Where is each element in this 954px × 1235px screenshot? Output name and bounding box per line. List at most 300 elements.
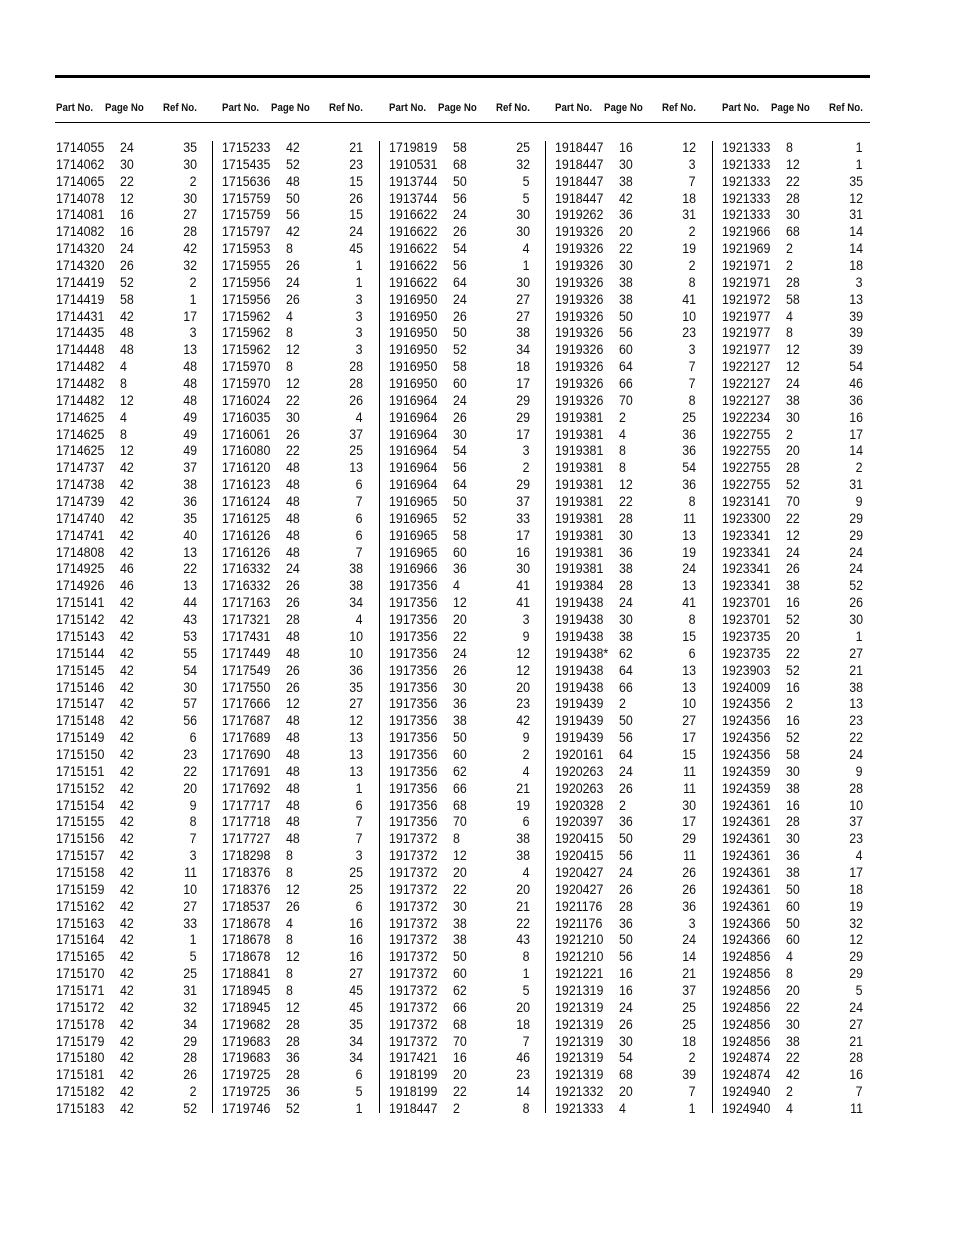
header-ref-no: Ref No.: [329, 102, 363, 114]
table-row: [722, 595, 887, 612]
part-number: 1913744: [389, 173, 438, 189]
part-number: 1714082: [56, 224, 105, 240]
page-number: 26: [286, 662, 300, 678]
part-number: 1922127: [722, 376, 771, 392]
table-row: [389, 224, 554, 241]
page-number: 42: [120, 763, 134, 779]
page-number: 26: [286, 595, 300, 611]
table-row: [722, 376, 887, 393]
part-number: 1919439: [555, 696, 604, 712]
page-number: 58: [786, 746, 800, 762]
page-number: 2: [786, 241, 793, 257]
ref-number: 13: [183, 342, 197, 358]
part-number: 1917356: [389, 696, 438, 712]
ref-number: 11: [683, 848, 696, 864]
ref-number: 3: [190, 848, 197, 864]
table-row: [222, 191, 387, 208]
part-number: 1919326: [555, 325, 604, 341]
ref-number: 8: [689, 392, 696, 408]
part-number: 1719683: [222, 1050, 271, 1066]
table-row: [222, 646, 387, 663]
part-number: 1921969: [722, 241, 771, 257]
page-number: 42: [120, 477, 134, 493]
page-number: 42: [120, 848, 134, 864]
ref-number: 23: [516, 1067, 530, 1083]
part-number: 1715183: [56, 1100, 105, 1116]
page-number: 50: [619, 831, 633, 847]
ref-number: 7: [356, 544, 363, 560]
table-row: [222, 275, 387, 292]
page-number: 26: [453, 662, 467, 678]
part-number: 1718376: [222, 864, 271, 880]
ref-number: 2: [689, 258, 696, 274]
part-number: 1718678: [222, 932, 271, 948]
table-row: [56, 899, 221, 916]
ref-number: 45: [349, 241, 363, 257]
ref-number: 29: [516, 409, 530, 425]
ref-number: 8: [689, 612, 696, 628]
part-number: 1919384: [555, 578, 604, 594]
ref-number: 56: [183, 713, 197, 729]
page-number: 48: [120, 325, 134, 341]
part-number: 1923701: [722, 612, 771, 628]
part-number: 1924856: [722, 966, 771, 982]
table-row: [555, 494, 720, 511]
page-number: 48: [286, 780, 300, 796]
ref-number: 13: [849, 291, 863, 307]
part-number: 1716332: [222, 561, 271, 577]
table-row: [722, 545, 887, 562]
ref-number: 13: [183, 578, 197, 594]
ref-number: 6: [190, 730, 197, 746]
table-row: [722, 831, 887, 848]
table-row: [555, 781, 720, 798]
page-number: 20: [453, 612, 467, 628]
table-row: [222, 680, 387, 697]
part-number: 1924359: [722, 780, 771, 796]
part-number: 1715164: [56, 932, 105, 948]
ref-number: 27: [349, 696, 363, 712]
page-number: 48: [286, 460, 300, 476]
ref-number: 22: [516, 915, 530, 931]
table-row: [56, 241, 221, 258]
table-row: [389, 713, 554, 730]
table-row: [722, 494, 887, 511]
table-row: [389, 494, 554, 511]
ref-number: 11: [683, 780, 696, 796]
part-number: 1923735: [722, 628, 771, 644]
part-number: 1719683: [222, 1033, 271, 1049]
table-row: [722, 578, 887, 595]
part-number: 1714740: [56, 510, 105, 526]
page-number: 2: [619, 696, 626, 712]
page-number: 26: [453, 224, 467, 240]
table-row: [56, 207, 221, 224]
part-number: 1717727: [222, 831, 271, 847]
page-number: 28: [786, 190, 800, 206]
ref-number: 35: [183, 510, 197, 526]
ref-number: 24: [849, 999, 863, 1015]
ref-number: 21: [516, 780, 530, 796]
table-row: [722, 561, 887, 578]
page-number: 24: [453, 645, 467, 661]
page-number: 64: [619, 359, 633, 375]
ref-number: 3: [356, 325, 363, 341]
table-row: [555, 140, 720, 157]
page-number: 4: [286, 915, 293, 931]
table-row: [389, 325, 554, 342]
page-number: 30: [786, 207, 800, 223]
page-number: 8: [286, 848, 293, 864]
ref-number: 22: [183, 561, 197, 577]
ref-number: 2: [523, 746, 530, 762]
ref-number: 13: [682, 679, 696, 695]
table-row: [722, 1050, 887, 1067]
table-row: [222, 916, 387, 933]
part-number: 1917356: [389, 628, 438, 644]
page-number: 42: [120, 898, 134, 914]
ref-number: 9: [856, 494, 863, 510]
ref-number: 3: [856, 274, 863, 290]
page-number: 26: [286, 898, 300, 914]
table-row: [722, 460, 887, 477]
page-number: 58: [786, 291, 800, 307]
table-row: [56, 427, 221, 444]
page-number: 30: [619, 258, 633, 274]
part-number: 1922755: [722, 426, 771, 442]
part-number: 1917356: [389, 612, 438, 628]
ref-number: 36: [349, 662, 363, 678]
column-divider: [379, 141, 380, 1113]
part-number: 1917356: [389, 713, 438, 729]
page-number: 42: [120, 308, 134, 324]
table-row: [555, 174, 720, 191]
ref-number: 31: [849, 207, 863, 223]
ref-number: 19: [849, 898, 863, 914]
table-row: [555, 157, 720, 174]
ref-number: 5: [190, 949, 197, 965]
ref-number: 1: [356, 1100, 363, 1116]
ref-number: 3: [190, 325, 197, 341]
ref-number: 34: [183, 1016, 197, 1032]
part-number: 1919381: [555, 527, 604, 543]
ref-number: 30: [516, 207, 530, 223]
page-number: 36: [619, 814, 633, 830]
part-number: 1924874: [722, 1050, 771, 1066]
part-number: 1919326: [555, 224, 604, 240]
page-number: 42: [120, 460, 134, 476]
part-number: 1919326: [555, 274, 604, 290]
table-row: [722, 663, 887, 680]
table-row: [722, 511, 887, 528]
part-number: 1922755: [722, 460, 771, 476]
part-number: 1715953: [222, 241, 271, 257]
ref-number: 29: [183, 1033, 197, 1049]
table-row: [56, 747, 221, 764]
part-number: 1717550: [222, 679, 271, 695]
part-number: 1716126: [222, 527, 271, 543]
ref-number: 6: [356, 510, 363, 526]
page-number: 50: [453, 494, 467, 510]
table-row: [389, 241, 554, 258]
table-row: [56, 342, 221, 359]
page-number: 52: [120, 274, 134, 290]
part-number: 1920427: [555, 864, 604, 880]
ref-number: 27: [183, 207, 197, 223]
part-number: 1919381: [555, 426, 604, 442]
ref-number: 26: [849, 595, 863, 611]
page-number: 36: [619, 207, 633, 223]
part-number: 1916964: [389, 477, 438, 493]
part-number: 1924356: [722, 730, 771, 746]
table-row: [555, 258, 720, 275]
ref-number: 36: [183, 494, 197, 510]
ref-number: 7: [190, 831, 197, 847]
part-number: 1715759: [222, 190, 271, 206]
page-number: 48: [286, 510, 300, 526]
page-number: 50: [453, 730, 467, 746]
page-number: 60: [453, 376, 467, 392]
ref-number: 27: [183, 898, 197, 914]
part-number: 1715962: [222, 325, 271, 341]
page-number: 22: [120, 173, 134, 189]
table-row: [56, 494, 221, 511]
page-number: 62: [453, 982, 467, 998]
part-number: 1719819: [389, 140, 438, 155]
ref-number: 8: [523, 949, 530, 965]
table-row: [722, 342, 887, 359]
part-number: 1714062: [56, 156, 105, 172]
page-number: 36: [786, 848, 800, 864]
ref-number: 49: [183, 426, 197, 442]
part-number: 1917372: [389, 966, 438, 982]
part-number: 1918447: [555, 140, 604, 155]
table-row: [56, 1034, 221, 1051]
ref-number: 7: [356, 814, 363, 830]
page-number: 30: [619, 156, 633, 172]
ref-number: 8: [190, 814, 197, 830]
ref-number: 17: [682, 730, 696, 746]
table-row: [389, 342, 554, 359]
ref-number: 37: [849, 814, 863, 830]
table-row: [389, 410, 554, 427]
ref-number: 30: [516, 274, 530, 290]
ref-number: 16: [349, 915, 363, 931]
part-number: 1715233: [222, 140, 271, 155]
ref-number: 6: [356, 898, 363, 914]
ref-number: 3: [689, 156, 696, 172]
part-number: 1916964: [389, 392, 438, 408]
table-row: [722, 1084, 887, 1101]
ref-number: 2: [190, 173, 197, 189]
page-number: 24: [786, 544, 800, 560]
table-row: [56, 646, 221, 663]
top-rule: [55, 75, 870, 78]
table-row: [555, 713, 720, 730]
page-number: 20: [453, 864, 467, 880]
page-number: 42: [120, 510, 134, 526]
ref-number: 1: [356, 258, 363, 274]
ref-number: 17: [849, 864, 863, 880]
table-row: [555, 292, 720, 309]
ref-number: 15: [682, 628, 696, 644]
column-divider: [545, 141, 546, 1113]
table-row: [722, 612, 887, 629]
page-number: 52: [786, 730, 800, 746]
part-number: 1716332: [222, 578, 271, 594]
table-row: [555, 1067, 720, 1084]
part-number: 1921333: [722, 156, 771, 172]
ref-number: 52: [183, 1100, 197, 1116]
page-number: 68: [786, 224, 800, 240]
ref-number: 41: [682, 291, 696, 307]
table-row: [722, 191, 887, 208]
page-number: 42: [120, 831, 134, 847]
part-number: 1919438: [555, 628, 604, 644]
table-row: [222, 477, 387, 494]
table-row: [222, 781, 387, 798]
page-number: 36: [286, 1050, 300, 1066]
page-number: 50: [619, 308, 633, 324]
table-row: [222, 460, 387, 477]
page-number: 24: [619, 595, 633, 611]
part-number: 1716125: [222, 510, 271, 526]
part-number: 1715956: [222, 274, 271, 290]
page-number: 38: [786, 578, 800, 594]
table-row: [56, 1050, 221, 1067]
table-row: [222, 882, 387, 899]
page-number: 22: [453, 1084, 467, 1100]
part-number: 1715148: [56, 713, 105, 729]
table-row: [722, 696, 887, 713]
table-row: [222, 578, 387, 595]
table-row: [555, 663, 720, 680]
ref-number: 39: [849, 342, 863, 358]
page-number: 24: [120, 241, 134, 257]
page-number: 28: [786, 814, 800, 830]
ref-number: 7: [523, 1033, 530, 1049]
page-number: 42: [120, 915, 134, 931]
page-number: 42: [120, 949, 134, 965]
page-number: 56: [619, 949, 633, 965]
table-row: [389, 376, 554, 393]
ref-number: 1: [356, 274, 363, 290]
ref-number: 28: [849, 1050, 863, 1066]
page-number: 62: [619, 645, 633, 661]
table-row: [222, 309, 387, 326]
ref-number: 30: [183, 190, 197, 206]
page-number: 38: [619, 628, 633, 644]
page-number: 26: [619, 1016, 633, 1032]
part-number: 1916965: [389, 510, 438, 526]
page-number: 42: [120, 746, 134, 762]
page-number: 42: [120, 713, 134, 729]
ref-number: 4: [523, 763, 530, 779]
table-row: [389, 528, 554, 545]
ref-number: 36: [682, 477, 696, 493]
table-row: [389, 663, 554, 680]
part-number: 1924361: [722, 797, 771, 813]
part-number: 1918447: [555, 156, 604, 172]
page-number: 22: [453, 628, 467, 644]
table-row: [389, 427, 554, 444]
part-number: 1920263: [555, 780, 604, 796]
ref-number: 29: [516, 392, 530, 408]
table-row: [389, 207, 554, 224]
ref-number: 4: [856, 848, 863, 864]
part-number: 1715178: [56, 1016, 105, 1032]
part-number: 1916965: [389, 494, 438, 510]
ref-number: 1: [190, 932, 197, 948]
ref-number: 31: [682, 207, 696, 223]
table-row: [56, 258, 221, 275]
table-row: [389, 916, 554, 933]
ref-number: 46: [849, 376, 863, 392]
page-number: 4: [453, 578, 460, 594]
page-number: 64: [619, 746, 633, 762]
page-number: 54: [453, 241, 467, 257]
part-number: 1719725: [222, 1084, 271, 1100]
page-number: 4: [786, 1100, 793, 1116]
table-row: [722, 629, 887, 646]
table-row: [389, 511, 554, 528]
part-number: 1918447: [555, 190, 604, 206]
ref-number: 5: [523, 173, 530, 189]
part-number: 1919381: [555, 544, 604, 560]
ref-number: 1: [689, 1100, 696, 1116]
ref-number: 24: [682, 932, 696, 948]
page-number: 26: [286, 426, 300, 442]
table-row: [222, 494, 387, 511]
ref-number: 45: [349, 982, 363, 998]
ref-number: 36: [849, 392, 863, 408]
page-number: 42: [120, 662, 134, 678]
part-number: 1715142: [56, 612, 105, 628]
part-number: 1921333: [722, 173, 771, 189]
page-number: 12: [120, 190, 134, 206]
page-number: 56: [619, 848, 633, 864]
ref-number: 54: [183, 662, 197, 678]
table-row: [555, 410, 720, 427]
ref-number: 40: [183, 527, 197, 543]
table-row: [56, 561, 221, 578]
ref-number: 52: [849, 578, 863, 594]
part-number: 1916964: [389, 443, 438, 459]
table-row: [555, 865, 720, 882]
page-number: 24: [120, 140, 134, 155]
part-number: 1920397: [555, 814, 604, 830]
ref-number: 23: [849, 713, 863, 729]
part-number: 1715181: [56, 1067, 105, 1083]
ref-number: 54: [682, 460, 696, 476]
part-number: 1921319: [555, 1016, 604, 1032]
ref-number: 24: [849, 561, 863, 577]
table-row: [555, 325, 720, 342]
part-number: 1916964: [389, 460, 438, 476]
part-number: 1919326: [555, 291, 604, 307]
part-number: 1715179: [56, 1033, 105, 1049]
part-number: 1924856: [722, 1033, 771, 1049]
table-row: [722, 730, 887, 747]
ref-number: 26: [183, 1067, 197, 1083]
table-row: [222, 865, 387, 882]
header-rule: [55, 122, 870, 123]
table-row: [555, 949, 720, 966]
header-part-no: Part No.: [222, 102, 260, 114]
table-row: [222, 814, 387, 831]
part-number: 1716024: [222, 392, 271, 408]
page-number: 42: [120, 595, 134, 611]
